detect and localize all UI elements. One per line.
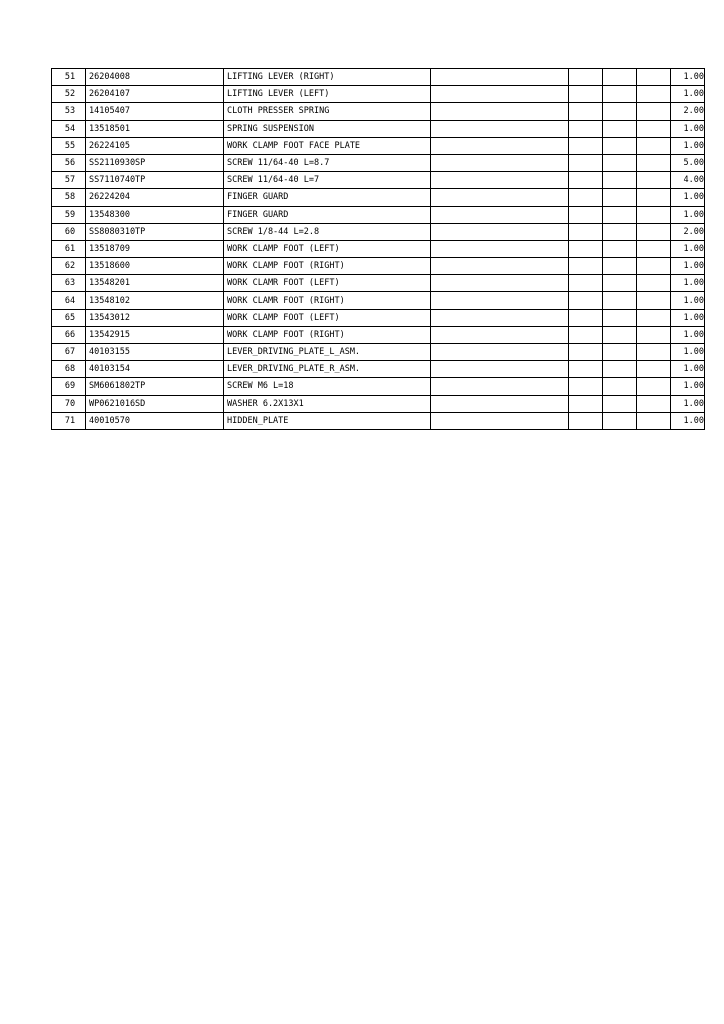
item-number-cell: 65	[52, 309, 86, 326]
quantity-cell: 1.00	[671, 86, 705, 103]
blank-cell	[637, 69, 671, 86]
blank-cell	[431, 378, 569, 395]
blank-cell	[603, 326, 637, 343]
blank-cell	[637, 309, 671, 326]
part-number-cell: 13518709	[86, 240, 224, 257]
blank-cell	[569, 326, 603, 343]
blank-cell	[569, 258, 603, 275]
item-number-cell: 66	[52, 326, 86, 343]
blank-cell	[431, 309, 569, 326]
blank-cell	[569, 395, 603, 412]
part-number-cell: 26204008	[86, 69, 224, 86]
blank-cell	[637, 223, 671, 240]
description-cell: FINGER GUARD	[224, 189, 431, 206]
table-row	[52, 378, 705, 395]
description-cell: WORK CLAMR FOOT (RIGHT)	[224, 292, 431, 309]
quantity-cell: 1.00	[671, 189, 705, 206]
blank-cell	[569, 172, 603, 189]
blank-cell	[431, 154, 569, 171]
table-row	[52, 154, 705, 171]
quantity-cell: 1.00	[671, 395, 705, 412]
blank-cell	[637, 275, 671, 292]
quantity-cell: 1.00	[671, 69, 705, 86]
quantity-cell: 1.00	[671, 240, 705, 257]
quantity-cell: 1.00	[671, 412, 705, 429]
part-number-cell: 26224105	[86, 137, 224, 154]
blank-cell	[637, 137, 671, 154]
table-row	[52, 412, 705, 429]
description-cell: WASHER 6.2X13X1	[224, 395, 431, 412]
blank-cell	[637, 412, 671, 429]
blank-cell	[637, 206, 671, 223]
table-row	[52, 206, 705, 223]
blank-cell	[603, 292, 637, 309]
blank-cell	[637, 103, 671, 120]
blank-cell	[603, 154, 637, 171]
description-cell: SCREW 11/64-40 L=8.7	[224, 154, 431, 171]
blank-cell	[637, 326, 671, 343]
part-number-cell: 13548201	[86, 275, 224, 292]
blank-cell	[637, 240, 671, 257]
blank-cell	[431, 172, 569, 189]
table-row	[52, 309, 705, 326]
part-number-cell: WP0621016SD	[86, 395, 224, 412]
blank-cell	[431, 206, 569, 223]
quantity-cell: 2.00	[671, 223, 705, 240]
blank-cell	[603, 240, 637, 257]
quantity-cell: 5.00	[671, 154, 705, 171]
quantity-cell: 1.00	[671, 378, 705, 395]
blank-cell	[569, 309, 603, 326]
blank-cell	[431, 344, 569, 361]
blank-cell	[569, 378, 603, 395]
part-number-cell: SS8080310TP	[86, 223, 224, 240]
blank-cell	[431, 223, 569, 240]
quantity-cell: 1.00	[671, 275, 705, 292]
blank-cell	[603, 378, 637, 395]
table-row	[52, 361, 705, 378]
table-row	[52, 69, 705, 86]
part-number-cell: 14105407	[86, 103, 224, 120]
blank-cell	[431, 395, 569, 412]
item-number-cell: 60	[52, 223, 86, 240]
part-number-cell: 40103154	[86, 361, 224, 378]
blank-cell	[569, 103, 603, 120]
part-number-cell: 13518600	[86, 258, 224, 275]
part-number-cell: SM6061802TP	[86, 378, 224, 395]
blank-cell	[603, 412, 637, 429]
blank-cell	[637, 395, 671, 412]
item-number-cell: 51	[52, 69, 86, 86]
quantity-cell: 2.00	[671, 103, 705, 120]
blank-cell	[603, 120, 637, 137]
blank-cell	[569, 69, 603, 86]
blank-cell	[637, 154, 671, 171]
blank-cell	[431, 69, 569, 86]
blank-cell	[603, 258, 637, 275]
description-cell: FINGER GUARD	[224, 206, 431, 223]
part-number-cell: 13548300	[86, 206, 224, 223]
description-cell: WORK CLAMP FOOT (RIGHT)	[224, 258, 431, 275]
table-row	[52, 172, 705, 189]
item-number-cell: 68	[52, 361, 86, 378]
parts-list-table	[51, 68, 705, 430]
item-number-cell: 59	[52, 206, 86, 223]
blank-cell	[603, 395, 637, 412]
part-number-cell: 26224204	[86, 189, 224, 206]
item-number-cell: 57	[52, 172, 86, 189]
blank-cell	[431, 189, 569, 206]
part-number-cell: SS7110740TP	[86, 172, 224, 189]
blank-cell	[603, 189, 637, 206]
table-row	[52, 86, 705, 103]
blank-cell	[431, 412, 569, 429]
blank-cell	[637, 120, 671, 137]
blank-cell	[603, 223, 637, 240]
blank-cell	[431, 292, 569, 309]
blank-cell	[637, 378, 671, 395]
quantity-cell: 1.00	[671, 326, 705, 343]
part-number-cell: 40103155	[86, 344, 224, 361]
part-number-cell: 26204107	[86, 86, 224, 103]
table-row	[52, 223, 705, 240]
quantity-cell: 1.00	[671, 344, 705, 361]
blank-cell	[569, 344, 603, 361]
description-cell: LIFTING LEVER (RIGHT)	[224, 69, 431, 86]
item-number-cell: 62	[52, 258, 86, 275]
parts-list-body	[52, 69, 705, 430]
blank-cell	[569, 189, 603, 206]
blank-cell	[569, 206, 603, 223]
description-cell: SCREW M6 L=18	[224, 378, 431, 395]
description-cell: SCREW 1/8-44 L=2.8	[224, 223, 431, 240]
blank-cell	[603, 344, 637, 361]
description-cell: WORK CLAMP FOOT (RIGHT)	[224, 326, 431, 343]
blank-cell	[569, 120, 603, 137]
table-row	[52, 120, 705, 137]
blank-cell	[431, 86, 569, 103]
blank-cell	[569, 223, 603, 240]
blank-cell	[603, 69, 637, 86]
quantity-cell: 1.00	[671, 137, 705, 154]
table-row	[52, 240, 705, 257]
item-number-cell: 53	[52, 103, 86, 120]
blank-cell	[431, 361, 569, 378]
blank-cell	[603, 309, 637, 326]
blank-cell	[637, 189, 671, 206]
description-cell: SPRING SUSPENSION	[224, 120, 431, 137]
blank-cell	[431, 326, 569, 343]
part-number-cell: SS2110930SP	[86, 154, 224, 171]
part-number-cell: 13543012	[86, 309, 224, 326]
table-row	[52, 275, 705, 292]
item-number-cell: 64	[52, 292, 86, 309]
item-number-cell: 67	[52, 344, 86, 361]
table-row	[52, 292, 705, 309]
blank-cell	[603, 103, 637, 120]
blank-cell	[569, 240, 603, 257]
description-cell: WORK CLAMP FOOT FACE PLATE	[224, 137, 431, 154]
part-number-cell: 40010570	[86, 412, 224, 429]
quantity-cell: 4.00	[671, 172, 705, 189]
description-cell: HIDDEN_PLATE	[224, 412, 431, 429]
blank-cell	[431, 120, 569, 137]
blank-cell	[637, 172, 671, 189]
part-number-cell: 13542915	[86, 326, 224, 343]
blank-cell	[569, 86, 603, 103]
item-number-cell: 71	[52, 412, 86, 429]
blank-cell	[569, 275, 603, 292]
blank-cell	[569, 137, 603, 154]
quantity-cell: 1.00	[671, 309, 705, 326]
blank-cell	[569, 292, 603, 309]
blank-cell	[603, 206, 637, 223]
table-row	[52, 344, 705, 361]
item-number-cell: 69	[52, 378, 86, 395]
quantity-cell: 1.00	[671, 258, 705, 275]
item-number-cell: 63	[52, 275, 86, 292]
blank-cell	[637, 361, 671, 378]
description-cell: CLOTH PRESSER SPRING	[224, 103, 431, 120]
table-row	[52, 326, 705, 343]
description-cell: LEVER_DRIVING_PLATE_R_ASM.	[224, 361, 431, 378]
blank-cell	[431, 275, 569, 292]
item-number-cell: 70	[52, 395, 86, 412]
description-cell: LEVER_DRIVING_PLATE_L_ASM.	[224, 344, 431, 361]
blank-cell	[637, 292, 671, 309]
description-cell: WORK CLAMR FOOT (LEFT)	[224, 275, 431, 292]
blank-cell	[569, 154, 603, 171]
blank-cell	[569, 361, 603, 378]
quantity-cell: 1.00	[671, 292, 705, 309]
item-number-cell: 54	[52, 120, 86, 137]
blank-cell	[569, 412, 603, 429]
description-cell: LIFTING LEVER (LEFT)	[224, 86, 431, 103]
description-cell: WORK CLAMP FOOT (LEFT)	[224, 240, 431, 257]
table-row	[52, 189, 705, 206]
quantity-cell: 1.00	[671, 361, 705, 378]
part-number-cell: 13518501	[86, 120, 224, 137]
blank-cell	[603, 86, 637, 103]
blank-cell	[637, 344, 671, 361]
item-number-cell: 52	[52, 86, 86, 103]
part-number-cell: 13548102	[86, 292, 224, 309]
blank-cell	[603, 172, 637, 189]
blank-cell	[603, 361, 637, 378]
description-cell: SCREW 11/64-40 L=7	[224, 172, 431, 189]
blank-cell	[603, 137, 637, 154]
item-number-cell: 58	[52, 189, 86, 206]
table-row	[52, 137, 705, 154]
table-row	[52, 258, 705, 275]
blank-cell	[603, 275, 637, 292]
blank-cell	[637, 258, 671, 275]
blank-cell	[431, 103, 569, 120]
item-number-cell: 61	[52, 240, 86, 257]
quantity-cell: 1.00	[671, 206, 705, 223]
blank-cell	[431, 258, 569, 275]
quantity-cell: 1.00	[671, 120, 705, 137]
item-number-cell: 55	[52, 137, 86, 154]
table-row	[52, 103, 705, 120]
item-number-cell: 56	[52, 154, 86, 171]
table-row	[52, 395, 705, 412]
description-cell: WORK CLAMP FOOT (LEFT)	[224, 309, 431, 326]
blank-cell	[431, 137, 569, 154]
blank-cell	[431, 240, 569, 257]
blank-cell	[637, 86, 671, 103]
